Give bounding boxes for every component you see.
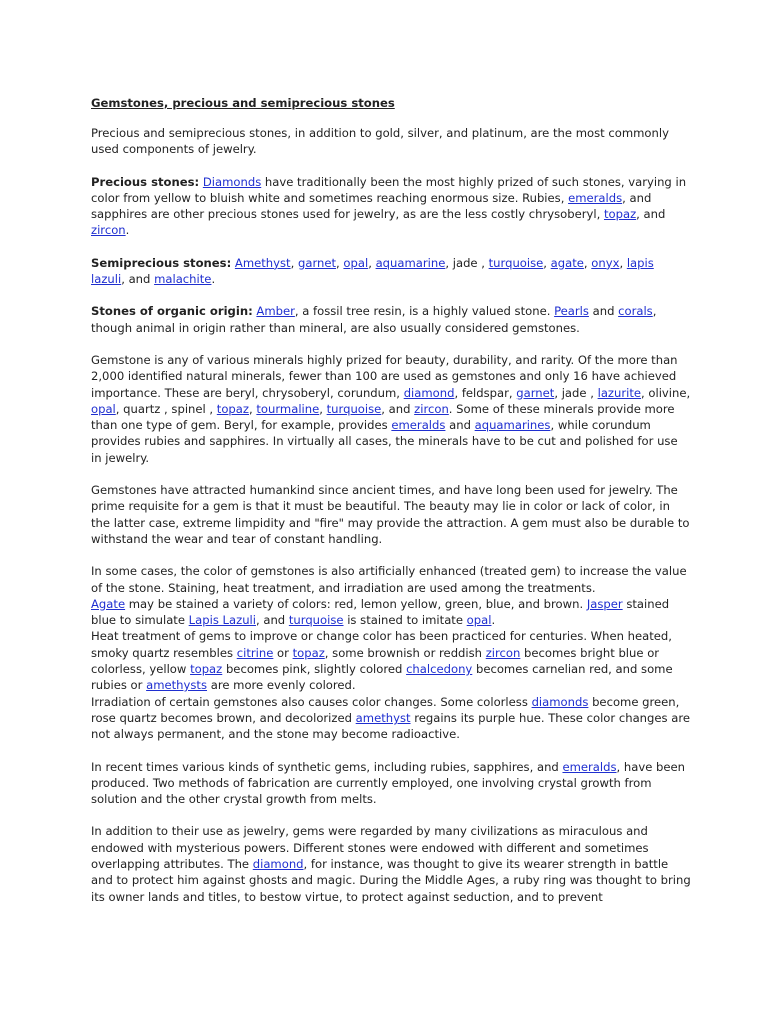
text-run: , — [619, 255, 627, 270]
text-run: , — [583, 255, 592, 270]
text-run: , — [290, 255, 298, 270]
text-run: , — [368, 255, 376, 270]
text-run: In recent times various kinds of synthetic gems, including rubies, sapphires, and — [91, 759, 563, 774]
text-run: , jade , — [554, 385, 598, 400]
text-run: , — [319, 401, 327, 416]
link-malachite[interactable]: malachite — [154, 272, 212, 287]
section-label: Semiprecious stones: — [91, 255, 232, 270]
text-run: , some brownish or reddish — [324, 645, 486, 660]
paragraph — [91, 823, 691, 904]
paragraph — [91, 352, 691, 466]
text-run: , while corundum provides rubies and sapphires. In virtually all cases, the minerals have to be cut and polished for use in jewelry. — [91, 418, 678, 465]
link-turquoise[interactable]: turquoise — [288, 613, 344, 628]
section-label: Stones of organic origin: — [91, 304, 253, 319]
paragraph — [91, 563, 691, 596]
link-turquoise[interactable]: turquoise — [488, 255, 544, 270]
text-run: , have been produced. Two methods of fabrication are currently employed, one involving crystal growth from solution and the other crystal growth from melts. — [91, 759, 686, 807]
paragraph — [91, 255, 691, 288]
link-diamonds[interactable]: diamonds — [531, 694, 589, 709]
text-run: become green, rose quartz becomes brown, and decolorized — [91, 694, 680, 725]
text-run: Gemstones have attracted humankind since ancient times, and have long been used for jewelry. The prime requisite for a gem is that it must be beautiful. The beauty may lie in color or lack of color, in the latter case, extreme limpidity and "fire" may provide the attraction. A gem must also be durable to withstand the wear and tear of constant handling. — [91, 483, 690, 546]
link-amethyst[interactable]: amethyst — [355, 710, 411, 725]
link-opal[interactable]: opal — [466, 613, 492, 628]
text-run: regains its purple hue. These color changes are not always permanent, and the stone may become radioactive. — [91, 710, 690, 742]
text-run: may be stained a variety of colors: red, lemon yellow, green, blue, and brown. — [125, 596, 587, 611]
link-lazurite[interactable]: lazurite — [597, 385, 642, 400]
text-run: , — [336, 255, 344, 270]
paragraph — [91, 174, 691, 239]
link-turquoise[interactable]: turquoise — [326, 401, 382, 416]
link-amber[interactable]: Amber — [256, 304, 295, 319]
paragraph — [91, 694, 691, 743]
paragraph — [91, 303, 691, 336]
link-garnet[interactable]: garnet — [516, 385, 555, 400]
text-run: becomes carnelian red, and some rubies or — [91, 662, 673, 693]
text-run: Irradiation of certain gemstones also causes color changes. Some colorless — [91, 694, 532, 709]
link-aquamarine[interactable]: aquamarine — [375, 255, 446, 270]
link-topaz[interactable]: topaz — [292, 645, 325, 660]
link-pearls[interactable]: Pearls — [554, 304, 589, 319]
text-run: is stained to imitate — [343, 613, 467, 628]
section-label: Precious stones: — [91, 174, 200, 189]
link-zircon[interactable]: zircon — [414, 401, 449, 416]
link-diamond[interactable]: diamond — [252, 856, 304, 871]
text-run: or — [273, 645, 293, 660]
link-garnet[interactable]: garnet — [297, 255, 337, 270]
text-run: , quartz , spinel , — [115, 401, 217, 416]
text-run: . Some of these minerals provide more than one type of gem. Beryl, for example, provides — [91, 401, 675, 433]
text-run: , — [543, 255, 551, 270]
text-run: In some cases, the color of gemstones is also artificially enhanced (treated gem) to increase the value of the stone. Staining, heat treatment, and irradiation are used among the treatments. — [91, 564, 687, 595]
document-body — [91, 125, 691, 905]
text-run: , — [249, 401, 257, 416]
text-run: and — [445, 418, 475, 433]
link-diamond[interactable]: diamond — [403, 385, 455, 400]
text-run: . — [491, 613, 496, 628]
text-run: . — [125, 223, 130, 238]
link-topaz[interactable]: topaz — [603, 207, 637, 222]
text-run: stained blue to simulate — [91, 596, 670, 628]
paragraph — [91, 628, 691, 693]
text-run: , and — [381, 401, 415, 416]
paragraph — [91, 125, 691, 158]
link-corals[interactable]: corals — [618, 304, 653, 319]
text-run: , and — [121, 272, 155, 287]
link-opal[interactable]: opal — [91, 401, 116, 416]
link-emeralds[interactable]: emeralds — [568, 190, 623, 205]
text-run: , though animal in origin rather than mineral, are also usually considered gemstones. — [91, 304, 657, 335]
link-amethysts[interactable]: amethysts — [146, 678, 208, 693]
link-topaz[interactable]: topaz — [216, 401, 249, 416]
text-run: In addition to their use as jewelry, gems were regarded by many civilizations as miraculous and endowed with mysterious powers. Different stones were endowed with different and sometimes overlapping attributes. The — [91, 824, 649, 871]
text-run: becomes bright blue or colorless, yellow — [91, 645, 660, 677]
link-lapis-lazuli[interactable]: lapis lazuli — [91, 255, 654, 287]
link-zircon[interactable]: zircon — [485, 645, 521, 660]
paragraph — [91, 596, 691, 629]
link-emeralds[interactable]: emeralds — [562, 759, 617, 774]
paragraph — [91, 482, 691, 547]
link-chalcedony[interactable]: chalcedony — [406, 662, 473, 677]
text-run: and — [588, 304, 619, 319]
link-opal[interactable]: opal — [343, 255, 369, 270]
text-run: , for instance, was thought to give its wearer strength in battle and to protect him against ghosts and magic. During the Middle Ages, a ruby ring was thought to bring its owner lands and titles, to bestow virtue, to protect against seduction, and to prevent — [91, 856, 691, 904]
text-run: , jade , — [445, 255, 489, 270]
link-tourmaline[interactable]: tourmaline — [256, 401, 320, 416]
text-run: Heat treatment of gems to improve or change color has been practiced for centuries. When heated, smoky quartz resembles — [91, 629, 672, 660]
text-run: , feldspar, — [454, 385, 517, 400]
link-agate[interactable]: Agate — [91, 596, 126, 611]
link-diamonds[interactable]: Diamonds — [202, 174, 262, 189]
text-run: . — [211, 272, 216, 287]
link-jasper[interactable]: Jasper — [586, 596, 623, 611]
text-run: , and sapphires are other precious stones used for jewelry, as are the less costly chrysoberyl, — [91, 190, 652, 222]
paragraph — [91, 759, 691, 808]
link-aquamarines[interactable]: aquamarines — [474, 418, 551, 433]
text-run: are more evenly colored. — [207, 678, 356, 693]
text-run: Gemstone is any of various minerals highly prized for beauty, durability, and rarity. Of the more than 2,000 identified natural minerals, fewer than 100 are used as gemstones and only 16 have achieved importance. These are beryl, chrysoberyl, corundum, — [91, 352, 678, 400]
text-run: Precious and semiprecious stones, in addition to gold, silver, and platinum, are the most commonly used components of jewelry. — [91, 126, 669, 157]
link-emeralds[interactable]: emeralds — [391, 418, 446, 433]
link-amethyst[interactable]: Amethyst — [234, 255, 291, 270]
document-page — [91, 95, 691, 905]
text-run: becomes pink, slightly colored — [222, 662, 407, 677]
link-topaz[interactable]: topaz — [190, 662, 223, 677]
text-run: , and — [636, 207, 666, 222]
text-run: , and — [255, 613, 289, 628]
link-onyx[interactable]: onyx — [591, 255, 620, 270]
text-run: , a fossil tree resin, is a highly valued stone. — [294, 304, 555, 319]
link-zircon[interactable]: zircon — [91, 223, 126, 238]
text-run: have traditionally been the most highly prized of such stones, varying in color from yellow to bluish white and sometimes reaching enormous size. Rubies, — [91, 174, 687, 205]
link-citrine[interactable]: citrine — [236, 645, 274, 660]
text-run: , olivine, — [641, 385, 691, 400]
link-agate[interactable]: agate — [550, 255, 584, 270]
link-lapis-lazuli[interactable]: Lapis Lazuli — [188, 613, 256, 628]
document-title: Gemstones, precious and semiprecious stones — [91, 96, 395, 110]
